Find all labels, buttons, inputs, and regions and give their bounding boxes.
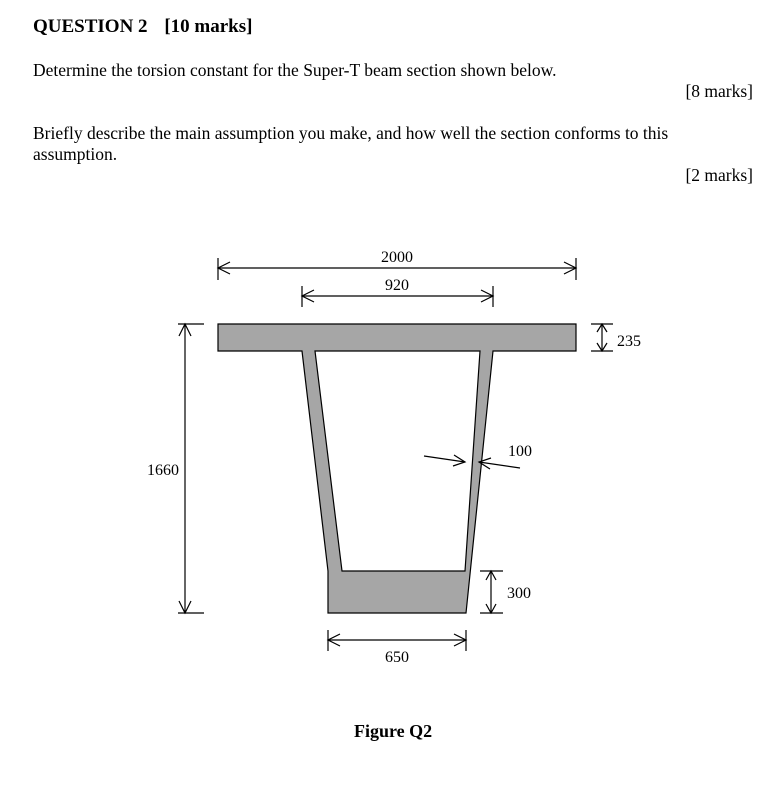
dim-flange-thickness [591,324,613,351]
question-part-1-marks: [8 marks] [685,81,753,101]
question-part-2-marks: [2 marks] [685,165,753,185]
label-bottom-width: 650 [385,649,409,666]
question-part-1-text: Determine the torsion constant for the Super-T beam section shown below. [33,60,557,80]
beam-section-shape [218,324,576,613]
label-flange-thickness: 235 [617,333,641,350]
label-web-top-spacing: 920 [385,277,409,294]
figure-caption: Figure Q2 [354,721,433,741]
question-total-marks: [10 marks] [164,16,253,37]
dim-bottom-width [328,630,466,651]
dim-bottom-flange-thickness [480,571,503,613]
label-web-thickness: 100 [508,443,532,460]
label-total-depth: 1660 [147,462,179,479]
label-bottom-flange-thickness: 300 [507,585,531,602]
dim-total-depth [178,324,204,613]
label-flange-width: 2000 [381,249,413,266]
question-part-2-text: Briefly describe the main assumption you make, and how well the section conforms to this assumption. [33,123,669,164]
question-label: QUESTION 2 [33,16,148,37]
